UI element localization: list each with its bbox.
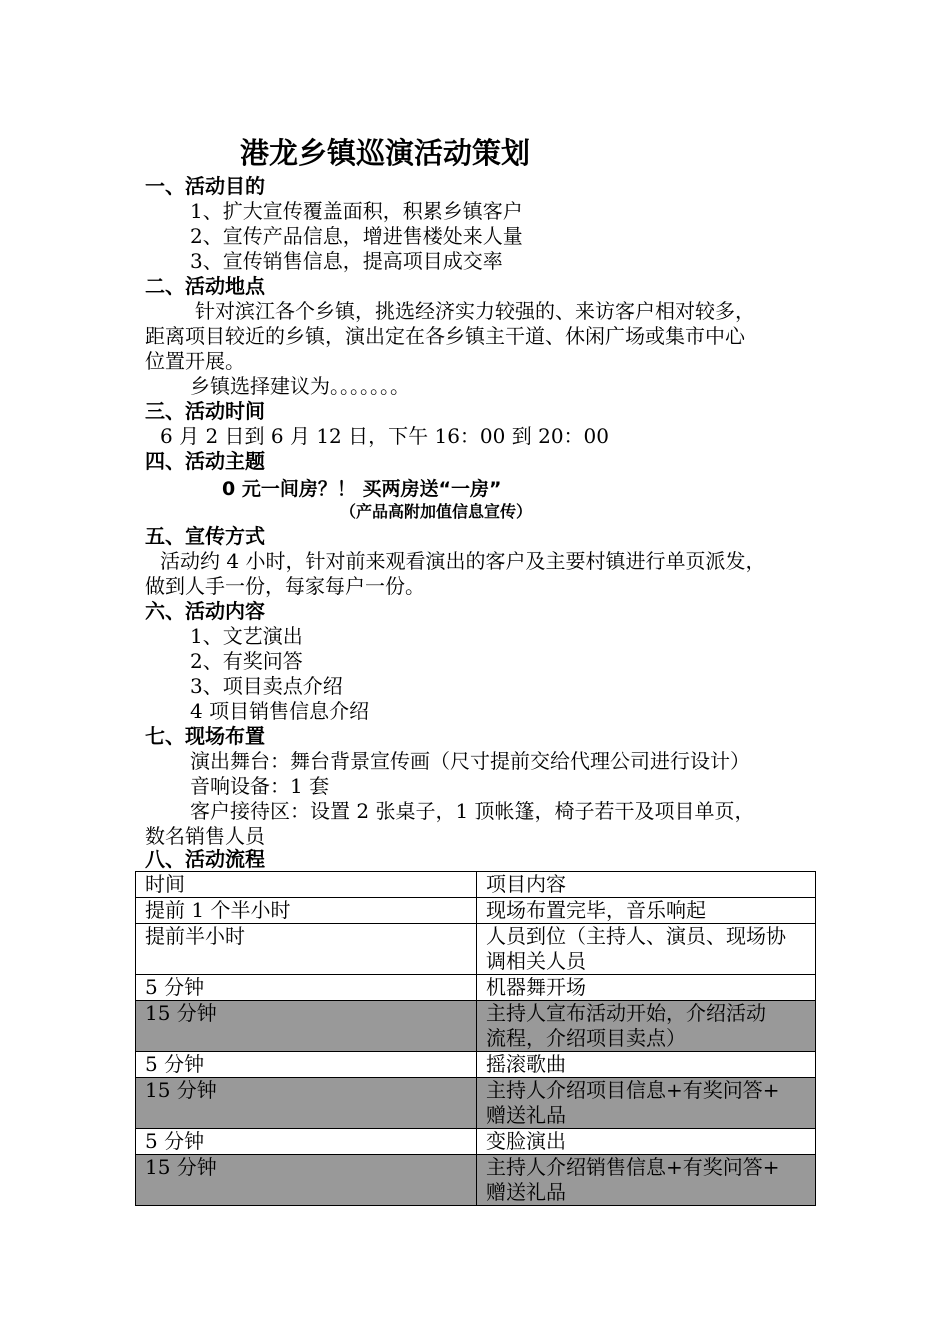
- location-suggestion: 乡镇选择建议为。。。。。。。: [190, 374, 410, 398]
- table-cell-time: 5 分钟: [136, 1052, 477, 1078]
- table-header-content: 项目内容: [477, 872, 816, 898]
- flow-table: [135, 871, 816, 1206]
- table-cell-time: 15 分钟: [136, 1078, 477, 1129]
- table-cell-content: 主持人介绍销售信息+有奖问答+ 赠送礼品: [477, 1155, 816, 1206]
- theme-text: 0 元一间房？！ 买两房送“一房”: [222, 478, 502, 500]
- location-text: 位置开展。: [145, 349, 245, 373]
- location-text: 针对滨江各个乡镇，挑选经济实力较强的、来访客户相对较多，: [195, 299, 755, 323]
- section-heading-setup: 七、现场布置: [145, 724, 265, 748]
- goal-item: 1、扩大宣传覆盖面积，积累乡镇客户: [190, 199, 523, 223]
- table-header-time: 时间: [136, 872, 477, 898]
- table-cell-content: 变脸演出: [477, 1129, 816, 1155]
- table-row: [136, 1155, 816, 1206]
- setup-text: 客户接待区：设置 2 张桌子，1 顶帐篷，椅子若干及项目单页，: [190, 799, 755, 823]
- table-cell-time: 提前半小时: [136, 924, 477, 975]
- goal-item: 3、宣传销售信息，提高项目成交率: [190, 249, 503, 273]
- table-cell-time: 5 分钟: [136, 975, 477, 1001]
- table-cell-content: 机器舞开场: [477, 975, 816, 1001]
- content-item: 1、文艺演出: [190, 624, 303, 648]
- table-row: [136, 924, 816, 975]
- section-heading-time: 三、活动时间: [145, 399, 265, 423]
- table-row: [136, 1052, 816, 1078]
- table-cell-content: 摇滚歌曲: [477, 1052, 816, 1078]
- page-title: 港龙乡镇巡演活动策划: [240, 136, 531, 170]
- section-heading-location: 二、活动地点: [145, 274, 265, 298]
- section-heading-theme: 四、活动主题: [145, 449, 265, 473]
- setup-text: 演出舞台：舞台背景宣传画（尺寸提前交给代理公司进行设计）: [190, 749, 750, 773]
- table-row: [136, 1078, 816, 1129]
- table-row: [136, 1129, 816, 1155]
- goal-item: 2、宣传产品信息，增进售楼处来人量: [190, 224, 523, 248]
- table-row: [136, 1001, 816, 1052]
- table-cell-content: 人员到位（主持人、演员、现场协 调相关人员: [477, 924, 816, 975]
- promotion-text: 活动约 4 小时，针对前来观看演出的客户及主要村镇进行单页派发，: [160, 549, 766, 573]
- section-heading-content: 六、活动内容: [145, 599, 265, 623]
- table-cell-time: 提前 1 个半小时: [136, 898, 477, 924]
- setup-text: 音响设备：1 套: [190, 774, 330, 798]
- section-heading-goals: 一、活动目的: [145, 174, 265, 198]
- table-cell-content: 主持人宣布活动开始，介绍活动 流程，介绍项目卖点）: [477, 1001, 816, 1052]
- table-cell-time: 15 分钟: [136, 1155, 477, 1206]
- table-header-row: [136, 872, 816, 898]
- setup-text: 数名销售人员: [145, 824, 265, 848]
- time-text: 6 月 2 日到 6 月 12 日，下午 16：00 到 20：00: [160, 424, 609, 448]
- promotion-text: 做到人手一份，每家每户一份。: [145, 574, 425, 598]
- subtheme-text: （产品高附加值信息宣传）: [340, 502, 533, 521]
- section-heading-flow: 八、活动流程: [145, 847, 265, 871]
- table-cell-time: 5 分钟: [136, 1129, 477, 1155]
- table-row: [136, 975, 816, 1001]
- table-cell-time: 15 分钟: [136, 1001, 477, 1052]
- content-item: 4 项目销售信息介绍: [190, 699, 370, 723]
- location-text: 距离项目较近的乡镇，演出定在各乡镇主干道、休闲广场或集市中心: [145, 324, 745, 348]
- table-row: [136, 898, 816, 924]
- table-cell-content: 现场布置完毕，音乐响起: [477, 898, 816, 924]
- table-cell-content: 主持人介绍项目信息+有奖问答+ 赠送礼品: [477, 1078, 816, 1129]
- content-item: 3、项目卖点介绍: [190, 674, 343, 698]
- section-heading-promotion: 五、宣传方式: [145, 524, 265, 548]
- content-item: 2、有奖问答: [190, 649, 303, 673]
